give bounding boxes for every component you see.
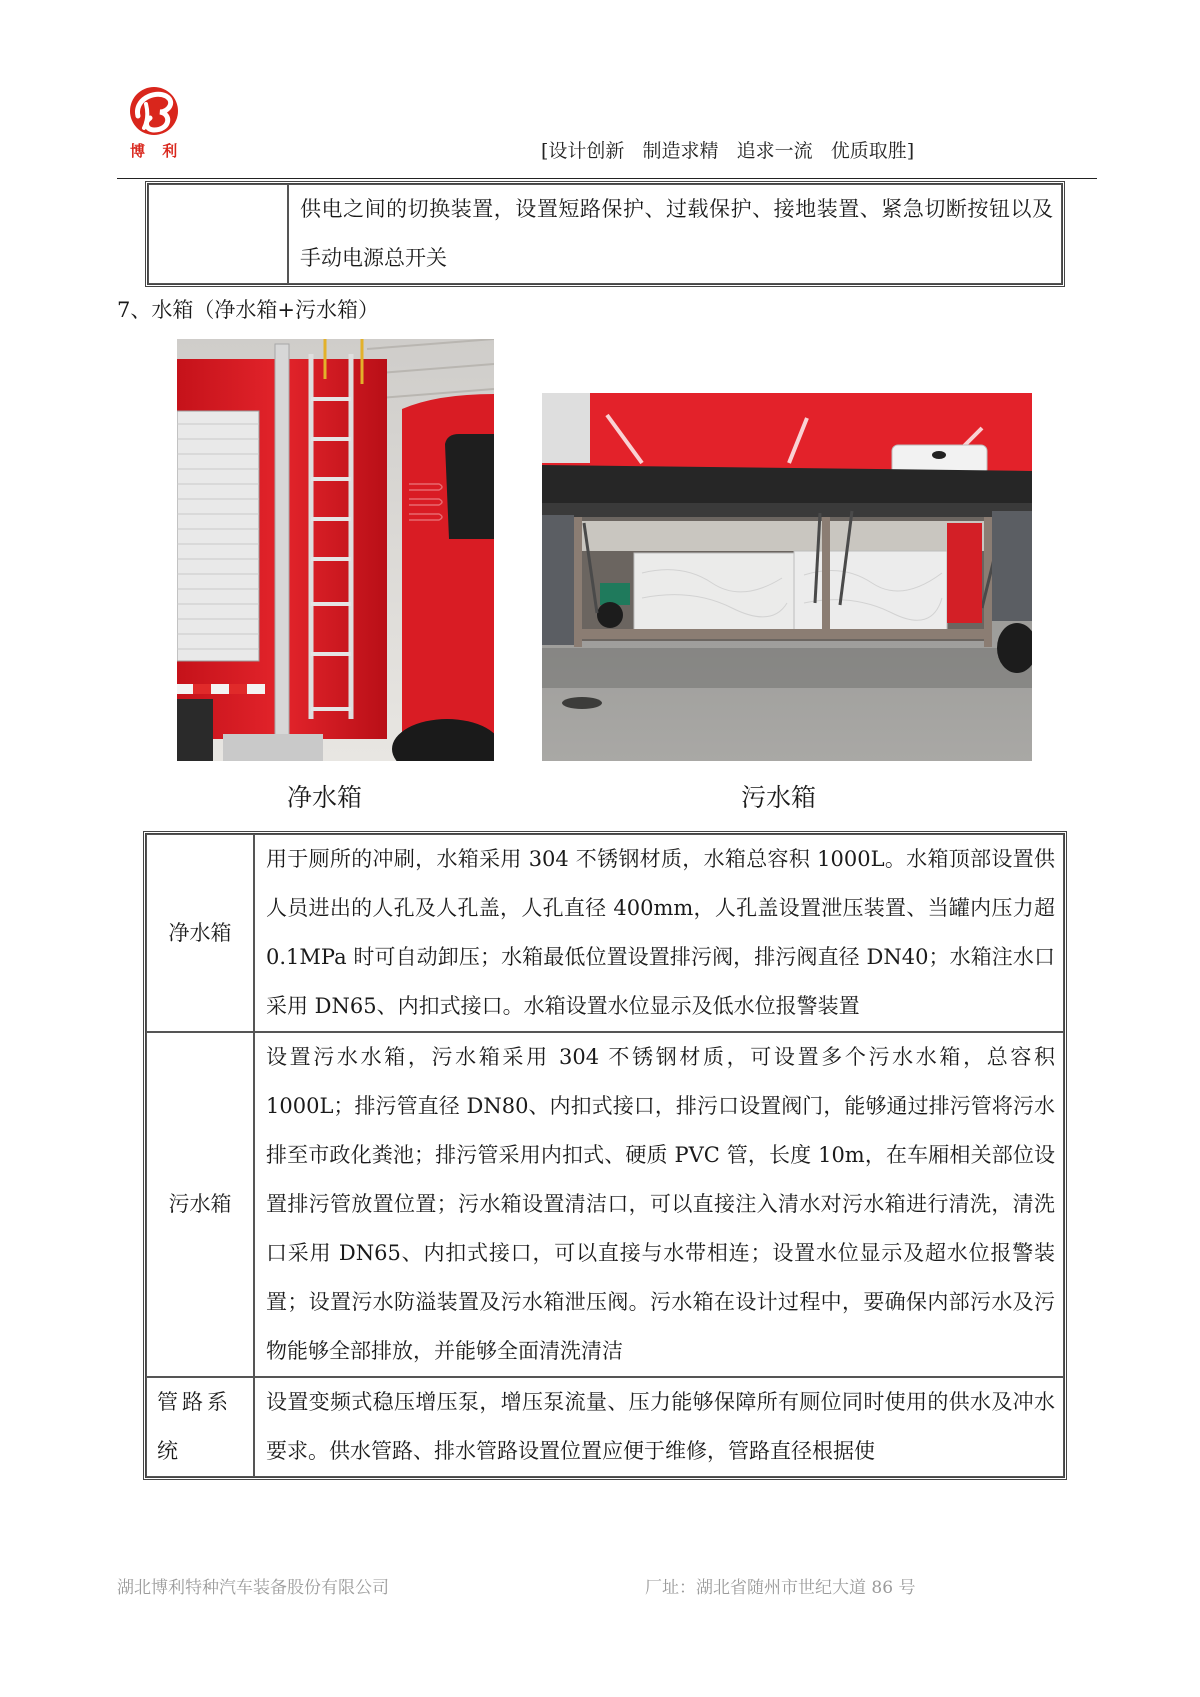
header-divider [117, 178, 1097, 179]
figure-caption-waste-tank: 污水箱 [741, 783, 817, 812]
table-row [148, 184, 1062, 284]
boli-logo-icon [124, 86, 184, 138]
footer-company-name: 湖北博利特种汽车装备股份有限公司 [117, 1578, 389, 1598]
row-content-clean-tank: 用于厕所的冲刷，水箱采用 304 不锈钢材质，水箱总容积 1000L。水箱顶部设置供人员进出的人孔及人孔盖，人孔直径 400mm，人孔盖设置泄压装置、当罐内压力超 0.1MPa 时可自动卸压；水箱最低位置设置排污阀，排污阀直径 DN40；水箱注水口采用 DN65、内扣式接口。水箱设置水位显示及低水位报警装置 [254, 834, 1064, 1032]
row-label-piping-system: 管路系统 [146, 1377, 254, 1477]
section-title: 水箱（净水箱+污水箱） [151, 298, 379, 322]
logo-text: 博 利 [130, 142, 184, 160]
row-content-piping-system: 设置变频式稳压增压泵，增压泵流量、压力能够保障所有厕位同时使用的供水及冲水要求。供水管路、排水管路设置位置应便于维修，管路直径根据使 [254, 1377, 1064, 1477]
company-slogan: [设计创新 制造求精 追求一流 优质取胜] [541, 140, 915, 162]
spec-table-continued [145, 181, 1065, 287]
table-row [146, 1032, 1064, 1377]
table-row [146, 834, 1064, 1032]
waste-water-tank-photo [542, 393, 1032, 761]
company-logo [124, 86, 188, 160]
water-tank-spec-table [143, 831, 1067, 1480]
row-content-waste-tank: 设置污水水箱，污水箱采用 304 不锈钢材质，可设置多个污水水箱，总容积 1000L；排污管直径 DN80、内扣式接口，排污口设置阀门，能够通过排污管将污水排至市政化粪池；排污管采用内扣式、硬质 PVC 管，长度 10m，在车厢相关部位设置排污管放置位置；污水箱设置清洁口，可以直接注入清水对污水箱进行清洗，清洗口采用 DN65、内扣式接口，可以直接与水带相连；设置水位显示及超水位报警装置；设置污水防溢装置及污水箱泄压阀。污水箱在设计过程中，要确保内部污水及污物能够全部排放，并能够全面清洗清洁 [254, 1032, 1064, 1377]
row-label [148, 184, 288, 284]
table-row [146, 1377, 1064, 1477]
row-content: 供电之间的切换装置，设置短路保护、过载保护、接地装置、紧急切断按钮以及手动电源总开关 [288, 184, 1062, 284]
section-number: 7、 [117, 298, 152, 322]
footer-address: 厂址：湖北省随州市世纪大道 86 号 [645, 1578, 916, 1598]
section-heading [117, 294, 379, 324]
clean-water-tank-photo [177, 339, 494, 761]
row-label-clean-tank: 净水箱 [146, 834, 254, 1032]
figure-caption-clean-tank: 净水箱 [287, 783, 363, 812]
row-label-waste-tank: 污水箱 [146, 1032, 254, 1377]
